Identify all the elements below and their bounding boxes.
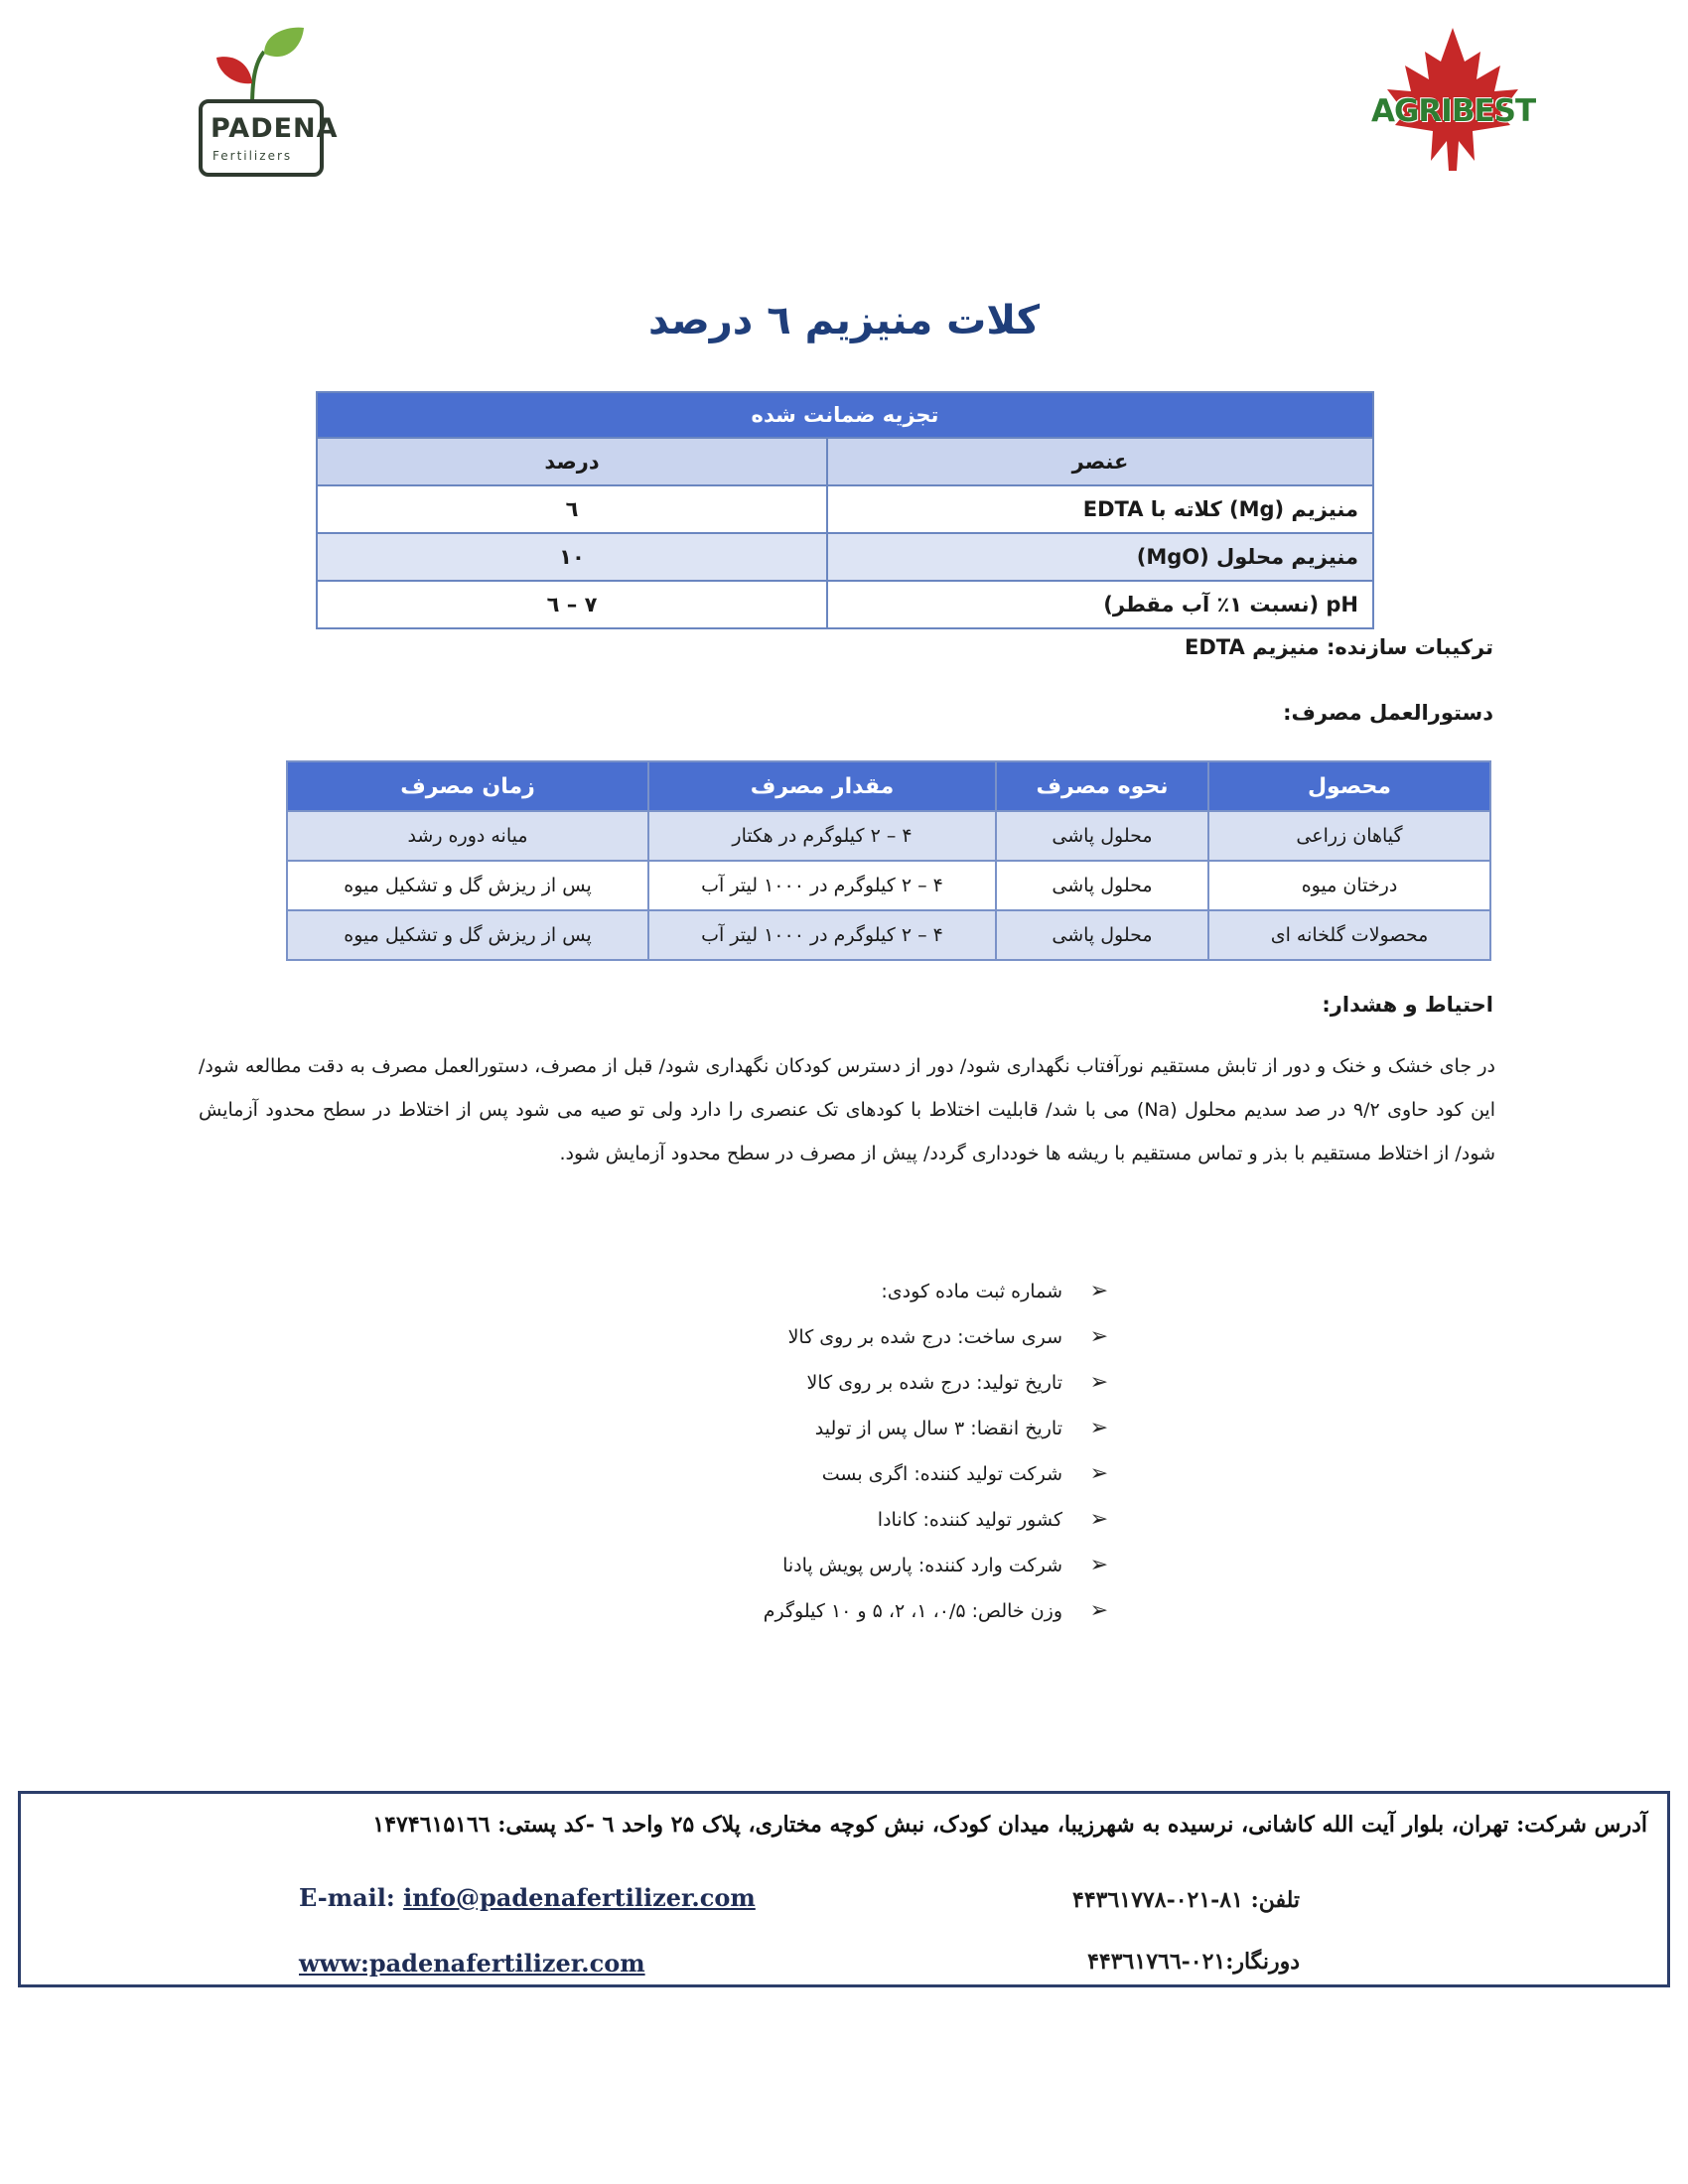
detail-text: سری ساخت: درج شده بر روی کالا — [787, 1326, 1062, 1348]
table-row — [317, 533, 1373, 581]
warning-text: در جای خشک و خنک و دور از تابش مستقیم نورآفتاب نگهداری شود/ دور از دسترس کودکان نگهداری شود/ قبل از مصرف، دستورالعمل مصرف به دقت مطالعه شود/ این کود حاوی ۹/۲ در صد سدیم محلول (Na) می با شد/ قابلیت اختلاط با کودهای تک عنصری را دارد ولی تو صیه می شود پس از اختلاط در سطح محدود آزمایش شود/ از اختلاط مستقیم با بذر و تماس مستقیم با ریشه ها خودداری گردد/ پیش از مصرف در سطح محدود آزمایش شود. — [199, 1055, 1496, 1164]
col-method: نحوه مصرف — [996, 761, 1208, 811]
list-item — [764, 1360, 1112, 1406]
detail-text: شرکت وارد کننده: پارس پویش پادنا — [782, 1555, 1062, 1576]
email-link[interactable]: info@padenafertilizer.com — [403, 1883, 756, 1912]
list-item — [764, 1314, 1112, 1360]
list-item — [764, 1588, 1112, 1634]
padena-wordmark-box — [199, 99, 339, 177]
warning-heading: احتیاط و هشدار: — [1322, 993, 1493, 1017]
table-row — [287, 811, 1490, 861]
col-product: محصول — [1208, 761, 1490, 811]
check-arrow-icon: ➢ — [1089, 1416, 1108, 1440]
table-row — [317, 581, 1373, 628]
col-amount: مقدار مصرف — [648, 761, 996, 811]
check-arrow-icon: ➢ — [1089, 1370, 1108, 1395]
email-line — [299, 1883, 756, 1912]
element-cell: منیزیم (Mg) کلاته با EDTA — [827, 485, 1373, 533]
list-item — [764, 1543, 1112, 1588]
table-row — [317, 485, 1373, 533]
cell: محلول پاشی — [996, 861, 1208, 910]
product-details-list — [764, 1269, 1112, 1634]
detail-text: تاریخ انقضا: ۳ سال پس از تولید — [814, 1418, 1062, 1439]
padena-sub: Fertilizers — [212, 149, 293, 163]
cell: درختان میوه — [1208, 861, 1490, 910]
detail-text: کشور تولید کننده: کانادا — [877, 1509, 1062, 1531]
list-item — [764, 1406, 1112, 1451]
list-item — [764, 1451, 1112, 1497]
contact-footer — [18, 1791, 1670, 1987]
cell: میانه دوره رشد — [287, 811, 648, 861]
table-row — [287, 910, 1490, 960]
detail-text: تاریخ تولید: درج شده بر روی کالا — [806, 1372, 1062, 1394]
website-link[interactable]: www:padenafertilizer.com — [299, 1949, 645, 1978]
check-arrow-icon: ➢ — [1089, 1598, 1108, 1623]
phone-number: تلفن: ۸۱-۰۲۱-۴۴۳٦۱۷۷۸ — [1072, 1887, 1300, 1913]
col-percent: درصد — [317, 438, 827, 485]
website-line — [299, 1949, 645, 1978]
cell: گیاهان زراعی — [1208, 811, 1490, 861]
cell: محلول پاشی — [996, 910, 1208, 960]
element-cell: منیزیم محلول (MgO) — [827, 533, 1373, 581]
detail-text: شرکت تولید کننده: اگری بست — [821, 1463, 1062, 1485]
usage-table — [286, 760, 1491, 961]
check-arrow-icon: ➢ — [1089, 1279, 1108, 1303]
value-cell: ٦ — [317, 485, 827, 533]
cell: محصولات گلخانه ای — [1208, 910, 1490, 960]
table-row — [287, 861, 1490, 910]
email-label: E-mail: — [299, 1883, 395, 1912]
cell: پس از ریزش گل و تشکیل میوه — [287, 910, 648, 960]
cell: محلول پاشی — [996, 811, 1208, 861]
ingredients: ترکیبات سازنده: منیزیم EDTA — [1185, 635, 1493, 659]
col-time: زمان مصرف — [287, 761, 648, 811]
fax-number: دورنگار:۰۲۱-۴۴۳٦۱۷٦٦ — [1087, 1949, 1300, 1975]
usage-heading: دستورالعمل مصرف: — [1283, 701, 1493, 725]
detail-text: وزن خالص: ۰/۵، ۱، ۲، ۵ و ۱۰ کیلوگرم — [763, 1600, 1062, 1622]
list-item — [764, 1497, 1112, 1543]
cell: پس از ریزش گل و تشکیل میوه — [287, 861, 648, 910]
detail-text: شماره ثبت ماده کودی: — [881, 1281, 1062, 1302]
padena-logo — [195, 24, 339, 163]
check-arrow-icon: ➢ — [1089, 1507, 1108, 1532]
agribest-name: AGRIBEST — [1371, 93, 1536, 129]
page-title: کلات منیزیم ٦ درصد — [647, 298, 1041, 343]
col-element: عنصر — [827, 438, 1373, 485]
company-address: آدرس شرکت: تهران، بلوار آیت الله کاشانی، نرسیده به شهرزیبا، میدان کودک، نبش کوچه مختاری، پلاک ۲۵ واحد ٦ -کد پستی: ۱۴۷۴٦۱۵۱٦٦ — [372, 1812, 1647, 1838]
list-item — [764, 1269, 1112, 1314]
check-arrow-icon: ➢ — [1089, 1324, 1108, 1349]
value-cell: ۱۰ — [317, 533, 827, 581]
check-arrow-icon: ➢ — [1089, 1461, 1108, 1486]
agribest-logo — [1365, 22, 1544, 181]
check-arrow-icon: ➢ — [1089, 1553, 1108, 1577]
padena-name: PADENA — [211, 113, 339, 144]
analysis-heading: تجزیه ضمانت شده — [317, 392, 1373, 438]
cell: ۴ – ۲ کیلوگرم در ۱۰۰۰ لیتر آب — [648, 910, 996, 960]
element-cell: pH (نسبت ۱٪ آب مقطر) — [827, 581, 1373, 628]
cell: ۴ – ۲ کیلوگرم در هکتار — [648, 811, 996, 861]
guaranteed-analysis-table — [316, 391, 1374, 629]
value-cell: ۷ – ٦ — [317, 581, 827, 628]
cell: ۴ – ۲ کیلوگرم در ۱۰۰۰ لیتر آب — [648, 861, 996, 910]
